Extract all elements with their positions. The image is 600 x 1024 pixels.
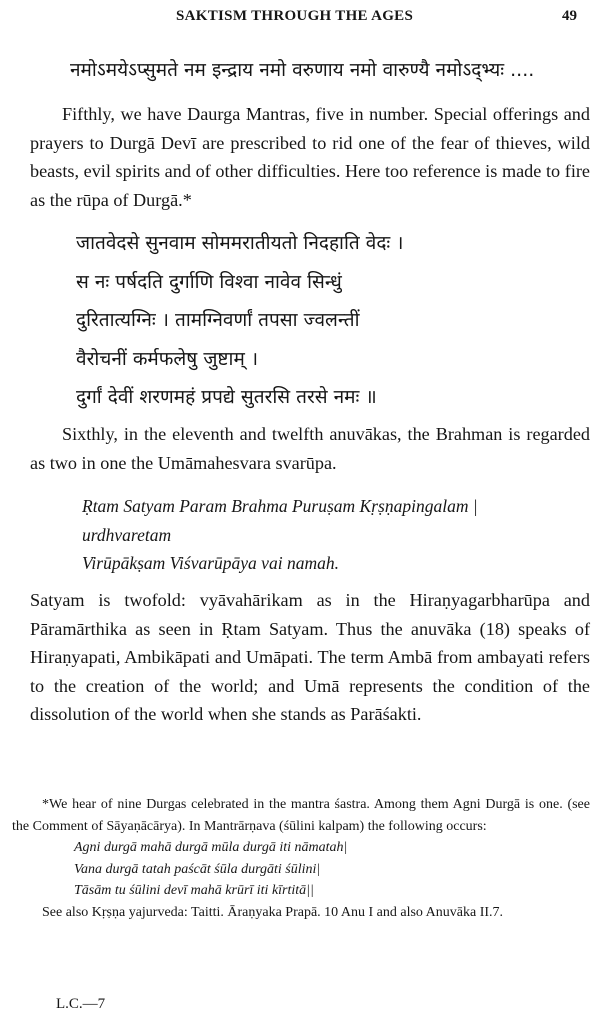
paragraph-daurga-mantras-text: Fifthly, we have Daurga Mantras, five in number. Special offerings and prayers to Durgā Devī are prescribed to rid one of the fear of thieves, wild beasts, evil spirits and of other difficulties. Here too reference is made to fire as the rūpa of Durgā.*: [30, 104, 590, 210]
paragraph-anuvakas: [30, 420, 590, 477]
verse-line: वैरोचनीं कर्मफलेषु जुष्टाम् ।: [76, 347, 259, 370]
mantra-line: urdhvaretam: [82, 524, 172, 545]
footnote: [12, 794, 590, 923]
verse-line: जातवेदसे सुनवाम सोममरातीयतो निदहाति वेदः ।: [76, 232, 404, 254]
verse-line: स नः पर्षदति दुर्गाणि विश्वा नावेव सिन्धुं: [76, 270, 342, 293]
sanskrit-invocation: नमोऽमयेऽप्सुमते नम इन्द्राय नमो वरुणाय नमो वारुण्यै नमोऽद्भ्यः ....: [70, 59, 535, 81]
footnote-outro: See also Kṛṣṇa yajurveda: Taitti. Āraṇyaka Prapā. 10 Anu I and also Anuvāka II.7.: [42, 904, 504, 920]
mantra-line: Ṛtam Satyam Param Brahma Puruṣam Kṛṣṇapingalam |: [82, 496, 478, 516]
page-header: [0, 8, 600, 32]
footnote-intro: *We hear of nine Durgas celebrated in the mantra śastra. Among them Agni Durgā is one. (see the Comment of Sāyaṇācārya). In Mantrārṇava (śūlini kalpam) the following occurs:: [12, 797, 590, 834]
footnote-verse-line: Vana durgā tatah paścāt śūla durgāti śūlini|: [74, 861, 321, 877]
verse-line: दुर्गां देवीं शरणमहं प्रपद्ये सुतरसि तरसे नमः ॥: [76, 386, 377, 408]
mantra-line: Virūpākṣam Viśvarūpāya vai namah.: [82, 553, 339, 573]
page-number: 49: [562, 8, 577, 24]
signature-mark: L.C.—7: [56, 996, 106, 1012]
footnote-verse-line: Agni durgā mahā durgā mūla durgā iti nāmatah|: [74, 840, 348, 855]
paragraph-daurga-mantras: [30, 100, 590, 214]
verse-line: दुरितात्यग्निः । तामग्निवर्णां तपसा ज्वलन्तीं: [76, 309, 360, 331]
durga-verse: [76, 224, 404, 417]
running-title: SAKTISM THROUGH THE AGES: [176, 8, 414, 24]
footnote-verse-line: Tāsām tu śūlini devī mahā krūrī iti kīrtitā||: [74, 883, 314, 898]
paragraph-anuvakas-text: Sixthly, in the eleventh and twelfth anuvākas, the Brahman is regarded as two in one the Umāmahesvara svarūpa.: [30, 424, 590, 473]
transliterated-mantra: [82, 492, 478, 578]
paragraph-satyam: Satyam is twofold: vyāvahārikam as in the Hiraṇyagarbharūpa and Pāramārthika as seen in Ṛtam Satyam. Thus the anuvāka (18) speaks of Hiraṇyapati, Ambikāpati and Umāpati. The term Ambā from ambayati refers to the creation of the world; and Umā represents the condition of the dissolution of the world when she stands as Parāśakti.: [30, 590, 590, 724]
